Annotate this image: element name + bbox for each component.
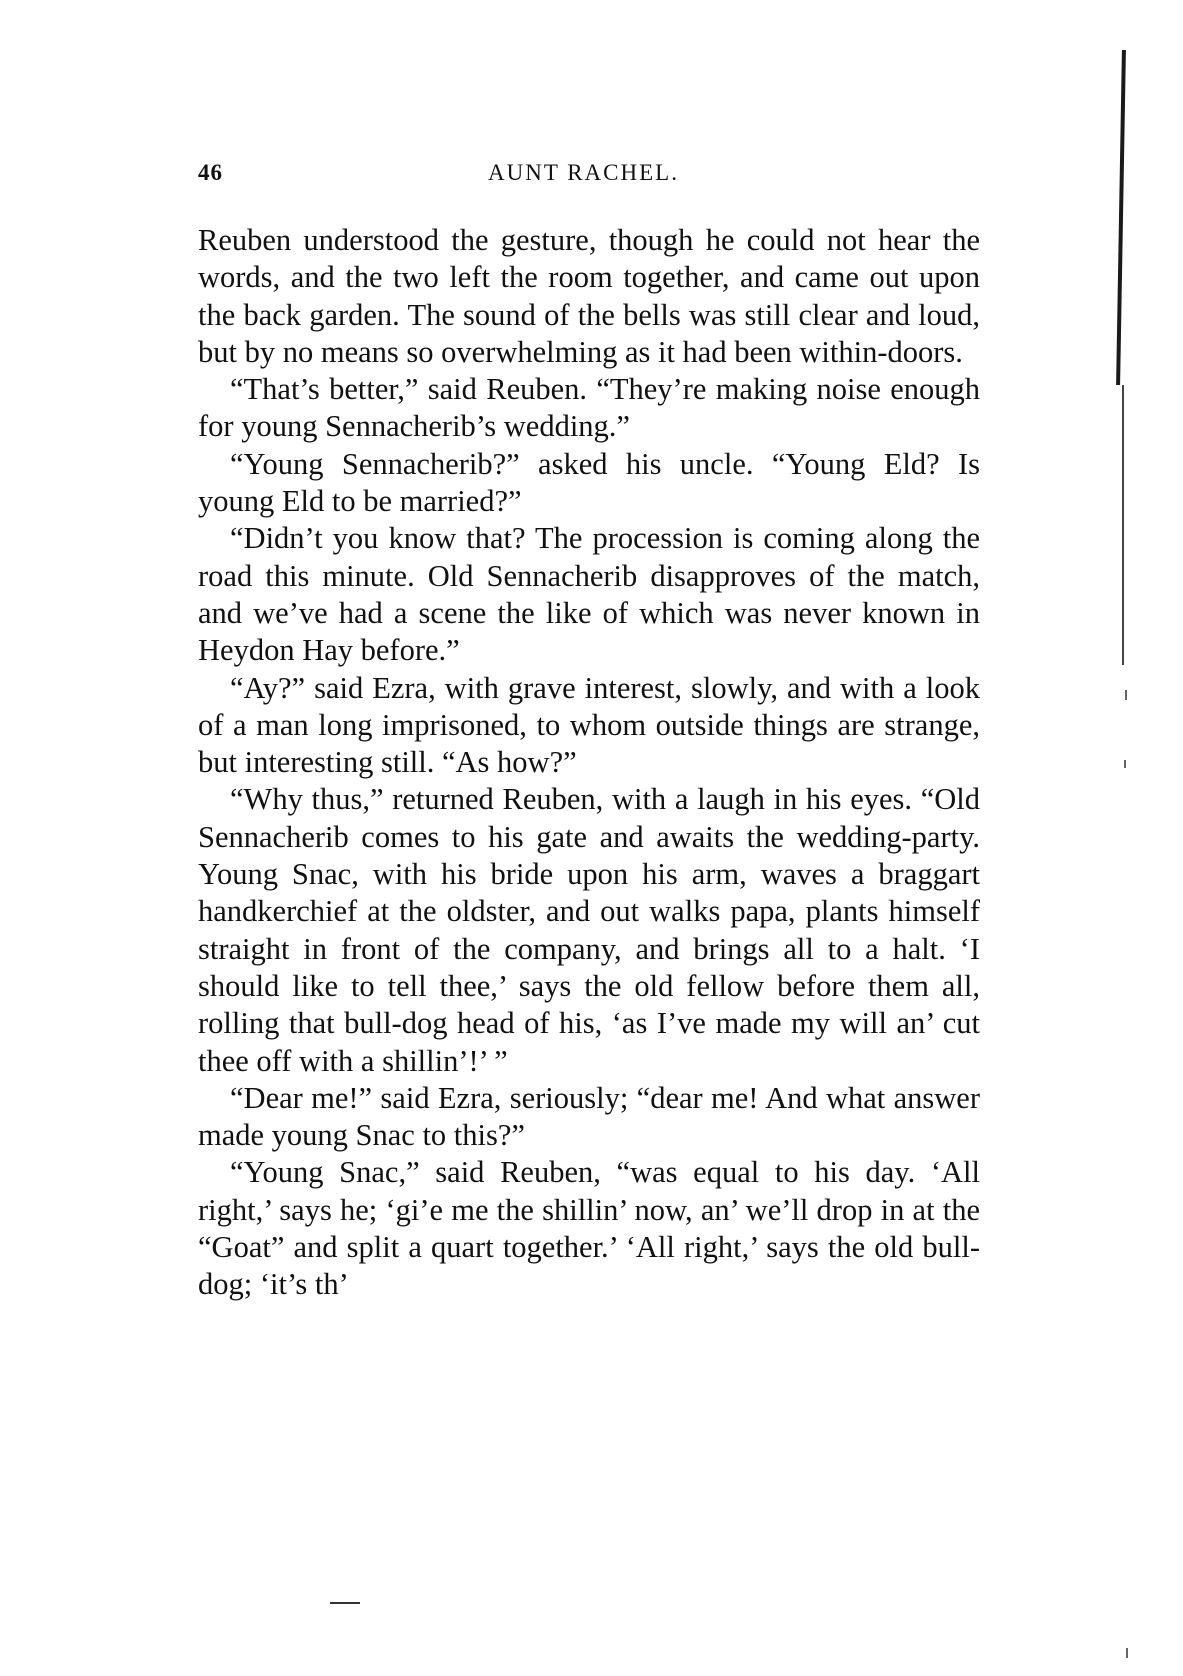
page-number: 46 [198, 160, 223, 185]
paragraph: “Dear me!” said Ezra, seriously; “dear me! And what answer made young Snac to this?” [198, 1080, 980, 1153]
paragraph: “Ay?” said Ezra, with grave interest, slowly, and with a look of a man long imprisoned, to whom outside things are strange, but interesting still. “As how?” [198, 670, 980, 780]
page-edge-shadow [1116, 50, 1126, 385]
edge-speck [1124, 760, 1126, 768]
running-head [198, 160, 980, 196]
paragraph: “That’s better,” said Reuben. “They’re making noise enough for young Sennacherib’s wedding.” [198, 372, 980, 444]
page-edge-line [1122, 385, 1124, 665]
body-text [198, 222, 980, 1304]
edge-speck [1126, 1648, 1128, 1658]
paragraph: “Young Snac,” said Reuben, “was equal to his day. ‘All right,’ says he; ‘gi’e me the shillin’ now, an’ we’ll drop in at the “Goat” and split a quart together.’ ‘All right,’ says the old bull-dog; ‘it’s th’ [198, 1155, 980, 1302]
edge-speck [1125, 690, 1127, 700]
paragraph: “Didn’t you know that? The procession is coming along the road this minute. Old Sennacherib disapproves of the match, and we’ve had a scene the like of which was never known in Heydon Hay before.” [198, 521, 980, 668]
paragraph: “Young Sennacherib?” asked his uncle. “Young Eld? Is young Eld to be married?” [198, 446, 980, 519]
paragraph: Reuben understood the gesture, though he could not hear the words, and the two left the room together, and came out upon the back garden. The sound of the bells was still clear and loud, but by no means so overwhelming as it had been within-doors. [198, 223, 980, 369]
signature-dash [330, 1602, 360, 1604]
running-title: AUNT RACHEL. [488, 160, 679, 185]
paragraph: “Why thus,” returned Reuben, with a laugh in his eyes. “Old Sennacherib comes to his gate and awaits the wedding-party. Young Snac, with his bride upon his arm, waves a braggart handkerchief at the oldster, and out walks papa, plants himself straight in front of the company, and brings all to a halt. ‘I should like to tell thee,’ says the old fellow before them all, rolling that bull-dog head of his, ‘as I’ve made my will an’ cut thee off with a shillin’!’ ” [198, 782, 980, 1078]
